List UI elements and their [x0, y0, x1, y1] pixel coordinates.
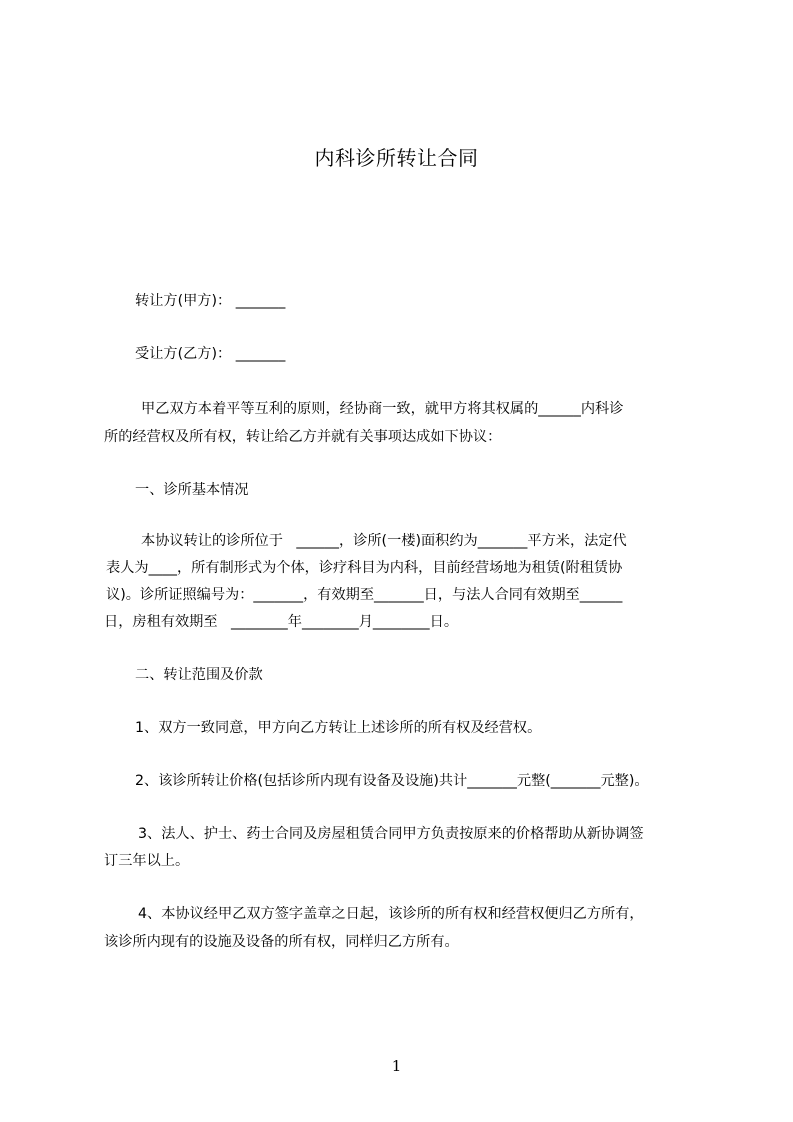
party-b-line: 受让方(乙方)： _______ [135, 346, 286, 362]
clause-4-line-1: 4、本协议经甲乙双方签字盖章之日起，该诊所的所有权和经营权便归乙方所有， [138, 906, 644, 922]
clause-2: 2、该诊所转让价格(包括诊所内现有设备及设施)共计_______元整(_______元整)。 [135, 773, 649, 789]
section1-line-2: 表人为____，所有制形式为个体，诊疗科目为内科，目前经营场地为租赁(附租赁协 [106, 560, 623, 576]
section1-line-3: 议)。诊所证照编号为：_______，有效期至_______日，与法人合同有效期至______ [106, 587, 623, 603]
party-a-line: 转让方(甲方)： _______ [135, 293, 286, 309]
intro-line-2: 所的经营权及所有权，转让给乙方并就有关事项达成如下协议： [104, 429, 502, 445]
clause-4-line-2: 该诊所内现有的设施及设备的所有权，同样归乙方所有。 [104, 934, 459, 950]
section2-heading: 二、转让范围及价款 [135, 667, 263, 683]
page-number: 1 [391, 1057, 402, 1075]
document-title: 内科诊所转让合同 [314, 146, 479, 170]
section1-heading: 一、诊所基本情况 [135, 482, 249, 498]
section1-line-4: 日，房租有效期至 ________年________月________日。 [104, 614, 459, 630]
clause-3-line-2: 订三年以上。 [104, 853, 190, 869]
clause-1: 1、双方一致同意，甲方向乙方转让上述诊所的所有权及经营权。 [135, 720, 542, 736]
section1-line-1: 本协议转让的诊所位于 ______，诊所(一楼)面积约为_______平方米，法定代 [141, 533, 627, 549]
clause-3-line-1: 3、法人、护士、药士合同及房屋租赁合同甲方负责按原来的价格帮助从新协调签 [138, 826, 644, 842]
intro-line-1: 甲乙双方本着平等互利的原则，经协商一致，就甲方将其权属的______内科诊 [141, 401, 624, 417]
